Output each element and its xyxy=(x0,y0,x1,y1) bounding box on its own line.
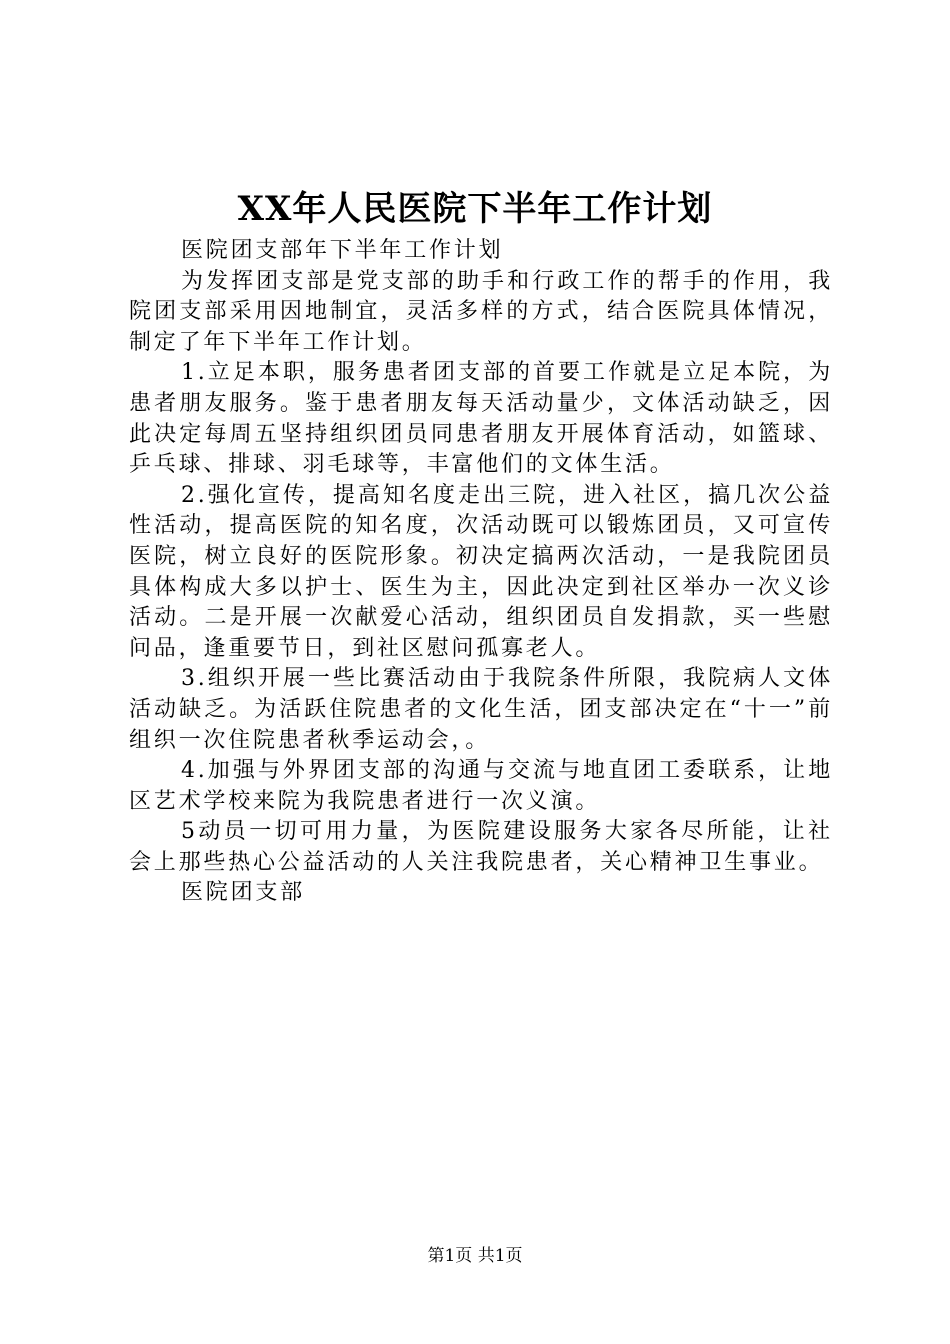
paragraph-signature: 医院团支部 xyxy=(181,880,306,906)
paragraph-subtitle: 医院团支部年下半年工作计划 xyxy=(181,238,504,263)
paragraph-item-4: 4.加强与外界团支部的沟通与交流与地直团工委联系，让地区艺术学校来院为我院患者进行一次义演。 xyxy=(129,758,833,814)
paragraph-item-3: 3.组织开展一些比赛活动由于我院条件所限，我院病人文体活动缺乏。为活跃住院患者的文化生活，团支部决定在“十一”前组织一次住院患者秋季运动会，。 xyxy=(129,666,833,753)
paragraph-item-5: 5动员一切可用力量，为医院建设服务大家各尽所能，让社会上那些热心公益活动的人关注我院患者，关心精神卫生事业。 xyxy=(129,819,833,875)
document-title: XX年人民医院下半年工作计划 xyxy=(237,189,713,229)
paragraph-item-1: 1.立足本职，服务患者团支部的首要工作就是立足本院，为患者朋友服务。鉴于患者朋友每天活动量少，文体活动缺乏，因此决定每周五坚持组织团员同患者朋友开展体育活动，如篮球、乒乓球、排球、羽毛球等，丰富他们的文体生活。 xyxy=(129,360,833,478)
paragraph-intro: 为发挥团支部是党支部的助手和行政工作的帮手的作用，我院团支部采用因地制宜，灵活多样的方式，结合医院具体情况，制定了年下半年工作计划。 xyxy=(129,268,833,355)
paragraph-item-2: 2.强化宣传，提高知名度走出三院，进入社区，搞几次公益性活动，提高医院的知名度，次活动既可以锻炼团员，又可宣传医院，树立良好的医院形象。初决定搞两次活动，一是我院团员具体构成大多以护士、医生为主，因此决定到社区举办一次义诊活动。二是开展一次献爱心活动，组织团员自发捐款，买一些慰问品，逢重要节日，到社区慰问孤寡老人。 xyxy=(129,482,833,661)
page-number-footer: 第1页 共1页 xyxy=(427,1246,523,1266)
document-body xyxy=(129,236,833,909)
